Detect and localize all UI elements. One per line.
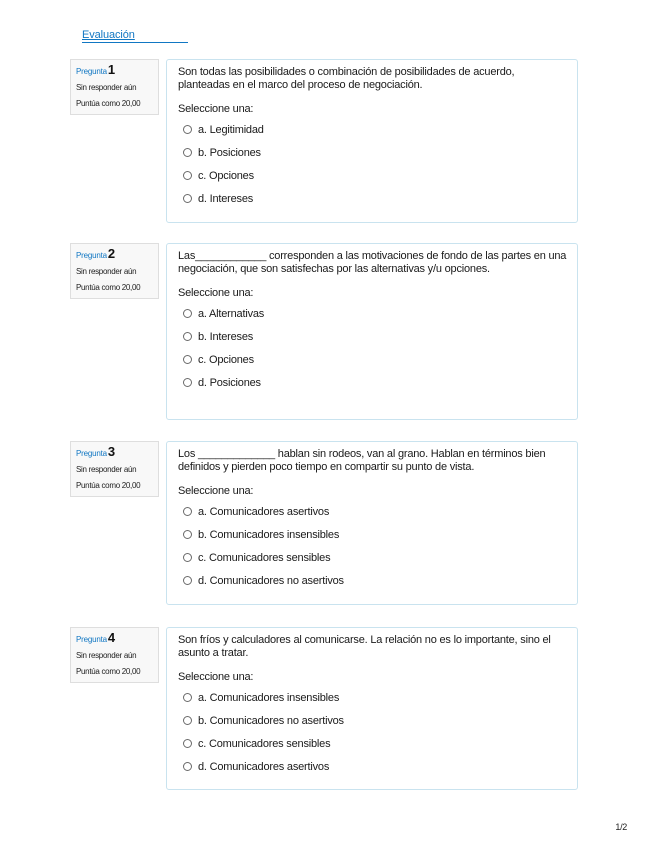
question-state: Sin responder aún [76, 465, 137, 474]
question-info [70, 243, 159, 299]
answer-label: d. Comunicadores asertivos [198, 760, 330, 773]
question-number: Pregunta4 [76, 630, 115, 645]
answer-option-a[interactable] [178, 500, 567, 523]
breadcrumb-underline [82, 42, 188, 43]
answer-option-a[interactable] [178, 302, 567, 325]
answer-label: b. Comunicadores no asertivos [198, 714, 344, 727]
question-content [166, 243, 578, 420]
radio-button[interactable] [183, 171, 192, 180]
answer-prompt: Seleccione una: [178, 287, 254, 299]
answer-label: a. Comunicadores asertivos [198, 505, 330, 518]
radio-button[interactable] [183, 693, 192, 702]
answer-label: a. Alternativas [198, 307, 265, 320]
answer-prompt: Seleccione una: [178, 671, 254, 683]
answer-option-d[interactable] [178, 187, 567, 210]
radio-button[interactable] [183, 148, 192, 157]
question-text: Las____________ corresponden a las motivaciones de fondo de las partes en una negociación, que son satisfechas por las alternativas y/u opciones. [178, 250, 567, 275]
answer-option-a[interactable] [178, 686, 567, 709]
answer-option-c[interactable] [178, 732, 567, 755]
question-state: Sin responder aún [76, 267, 137, 276]
question-grade: Puntúa como 20,00 [76, 667, 141, 676]
question-info [70, 59, 159, 115]
question-text: Los _____________ hablan sin rodeos, van al grano. Hablan en términos bien definidos y pierden poco tiempo en compartir su punto de vista. [178, 448, 546, 473]
question-grade: Puntúa como 20,00 [76, 481, 141, 490]
question-content [166, 441, 578, 605]
question-state: Sin responder aún [76, 83, 137, 92]
answer-list [178, 302, 567, 394]
answer-list [178, 500, 567, 592]
answer-prompt: Seleccione una: [178, 485, 254, 497]
question-state: Sin responder aún [76, 651, 137, 660]
breadcrumb-evaluacion[interactable]: Evaluación [82, 29, 135, 41]
question-content [166, 627, 578, 790]
question-info [70, 627, 159, 683]
answer-label: d. Posiciones [198, 376, 261, 389]
question-text: Son todas las posibilidades o combinación de posibilidades de acuerdo, planteadas en el marco del proceso de negociación. [178, 66, 515, 91]
answer-label: b. Posiciones [198, 146, 261, 159]
answer-option-d[interactable] [178, 755, 567, 778]
question-content [166, 59, 578, 223]
answer-option-c[interactable] [178, 546, 567, 569]
answer-option-d[interactable] [178, 569, 567, 592]
answer-label: b. Comunicadores insensibles [198, 528, 340, 541]
answer-label: a. Comunicadores insensibles [198, 691, 340, 704]
answer-prompt: Seleccione una: [178, 103, 254, 115]
answer-label: d. Intereses [198, 192, 254, 205]
radio-button[interactable] [183, 576, 192, 585]
answer-list [178, 686, 567, 778]
answer-label: c. Opciones [198, 169, 254, 182]
radio-button[interactable] [183, 553, 192, 562]
radio-button[interactable] [183, 125, 192, 134]
answer-label: c. Comunicadores sensibles [198, 551, 331, 564]
answer-label: d. Comunicadores no asertivos [198, 574, 344, 587]
answer-option-d[interactable] [178, 371, 567, 394]
question-number: Pregunta1 [76, 62, 115, 77]
answer-label: a. Legitimidad [198, 123, 264, 136]
answer-label: c. Comunicadores sensibles [198, 737, 331, 750]
answer-option-a[interactable] [178, 118, 567, 141]
radio-button[interactable] [183, 309, 192, 318]
question-grade: Puntúa como 20,00 [76, 99, 141, 108]
answer-list [178, 118, 567, 210]
radio-button[interactable] [183, 762, 192, 771]
radio-button[interactable] [183, 530, 192, 539]
page-number: 1/2 [615, 822, 627, 832]
radio-button[interactable] [183, 507, 192, 516]
question-text: Son fríos y calculadores al comunicarse. La relación no es lo importante, sino el asunto a tratar. [178, 634, 551, 659]
question-grade: Puntúa como 20,00 [76, 283, 141, 292]
radio-button[interactable] [183, 332, 192, 341]
question-info [70, 441, 159, 497]
answer-option-b[interactable] [178, 709, 567, 732]
radio-button[interactable] [183, 716, 192, 725]
radio-button[interactable] [183, 378, 192, 387]
answer-label: b. Intereses [198, 330, 254, 343]
answer-option-b[interactable] [178, 325, 567, 348]
answer-option-b[interactable] [178, 141, 567, 164]
radio-button[interactable] [183, 194, 192, 203]
radio-button[interactable] [183, 739, 192, 748]
answer-option-c[interactable] [178, 164, 567, 187]
question-number: Pregunta2 [76, 246, 115, 261]
answer-option-b[interactable] [178, 523, 567, 546]
radio-button[interactable] [183, 355, 192, 364]
answer-option-c[interactable] [178, 348, 567, 371]
answer-label: c. Opciones [198, 353, 254, 366]
question-number: Pregunta3 [76, 444, 115, 459]
